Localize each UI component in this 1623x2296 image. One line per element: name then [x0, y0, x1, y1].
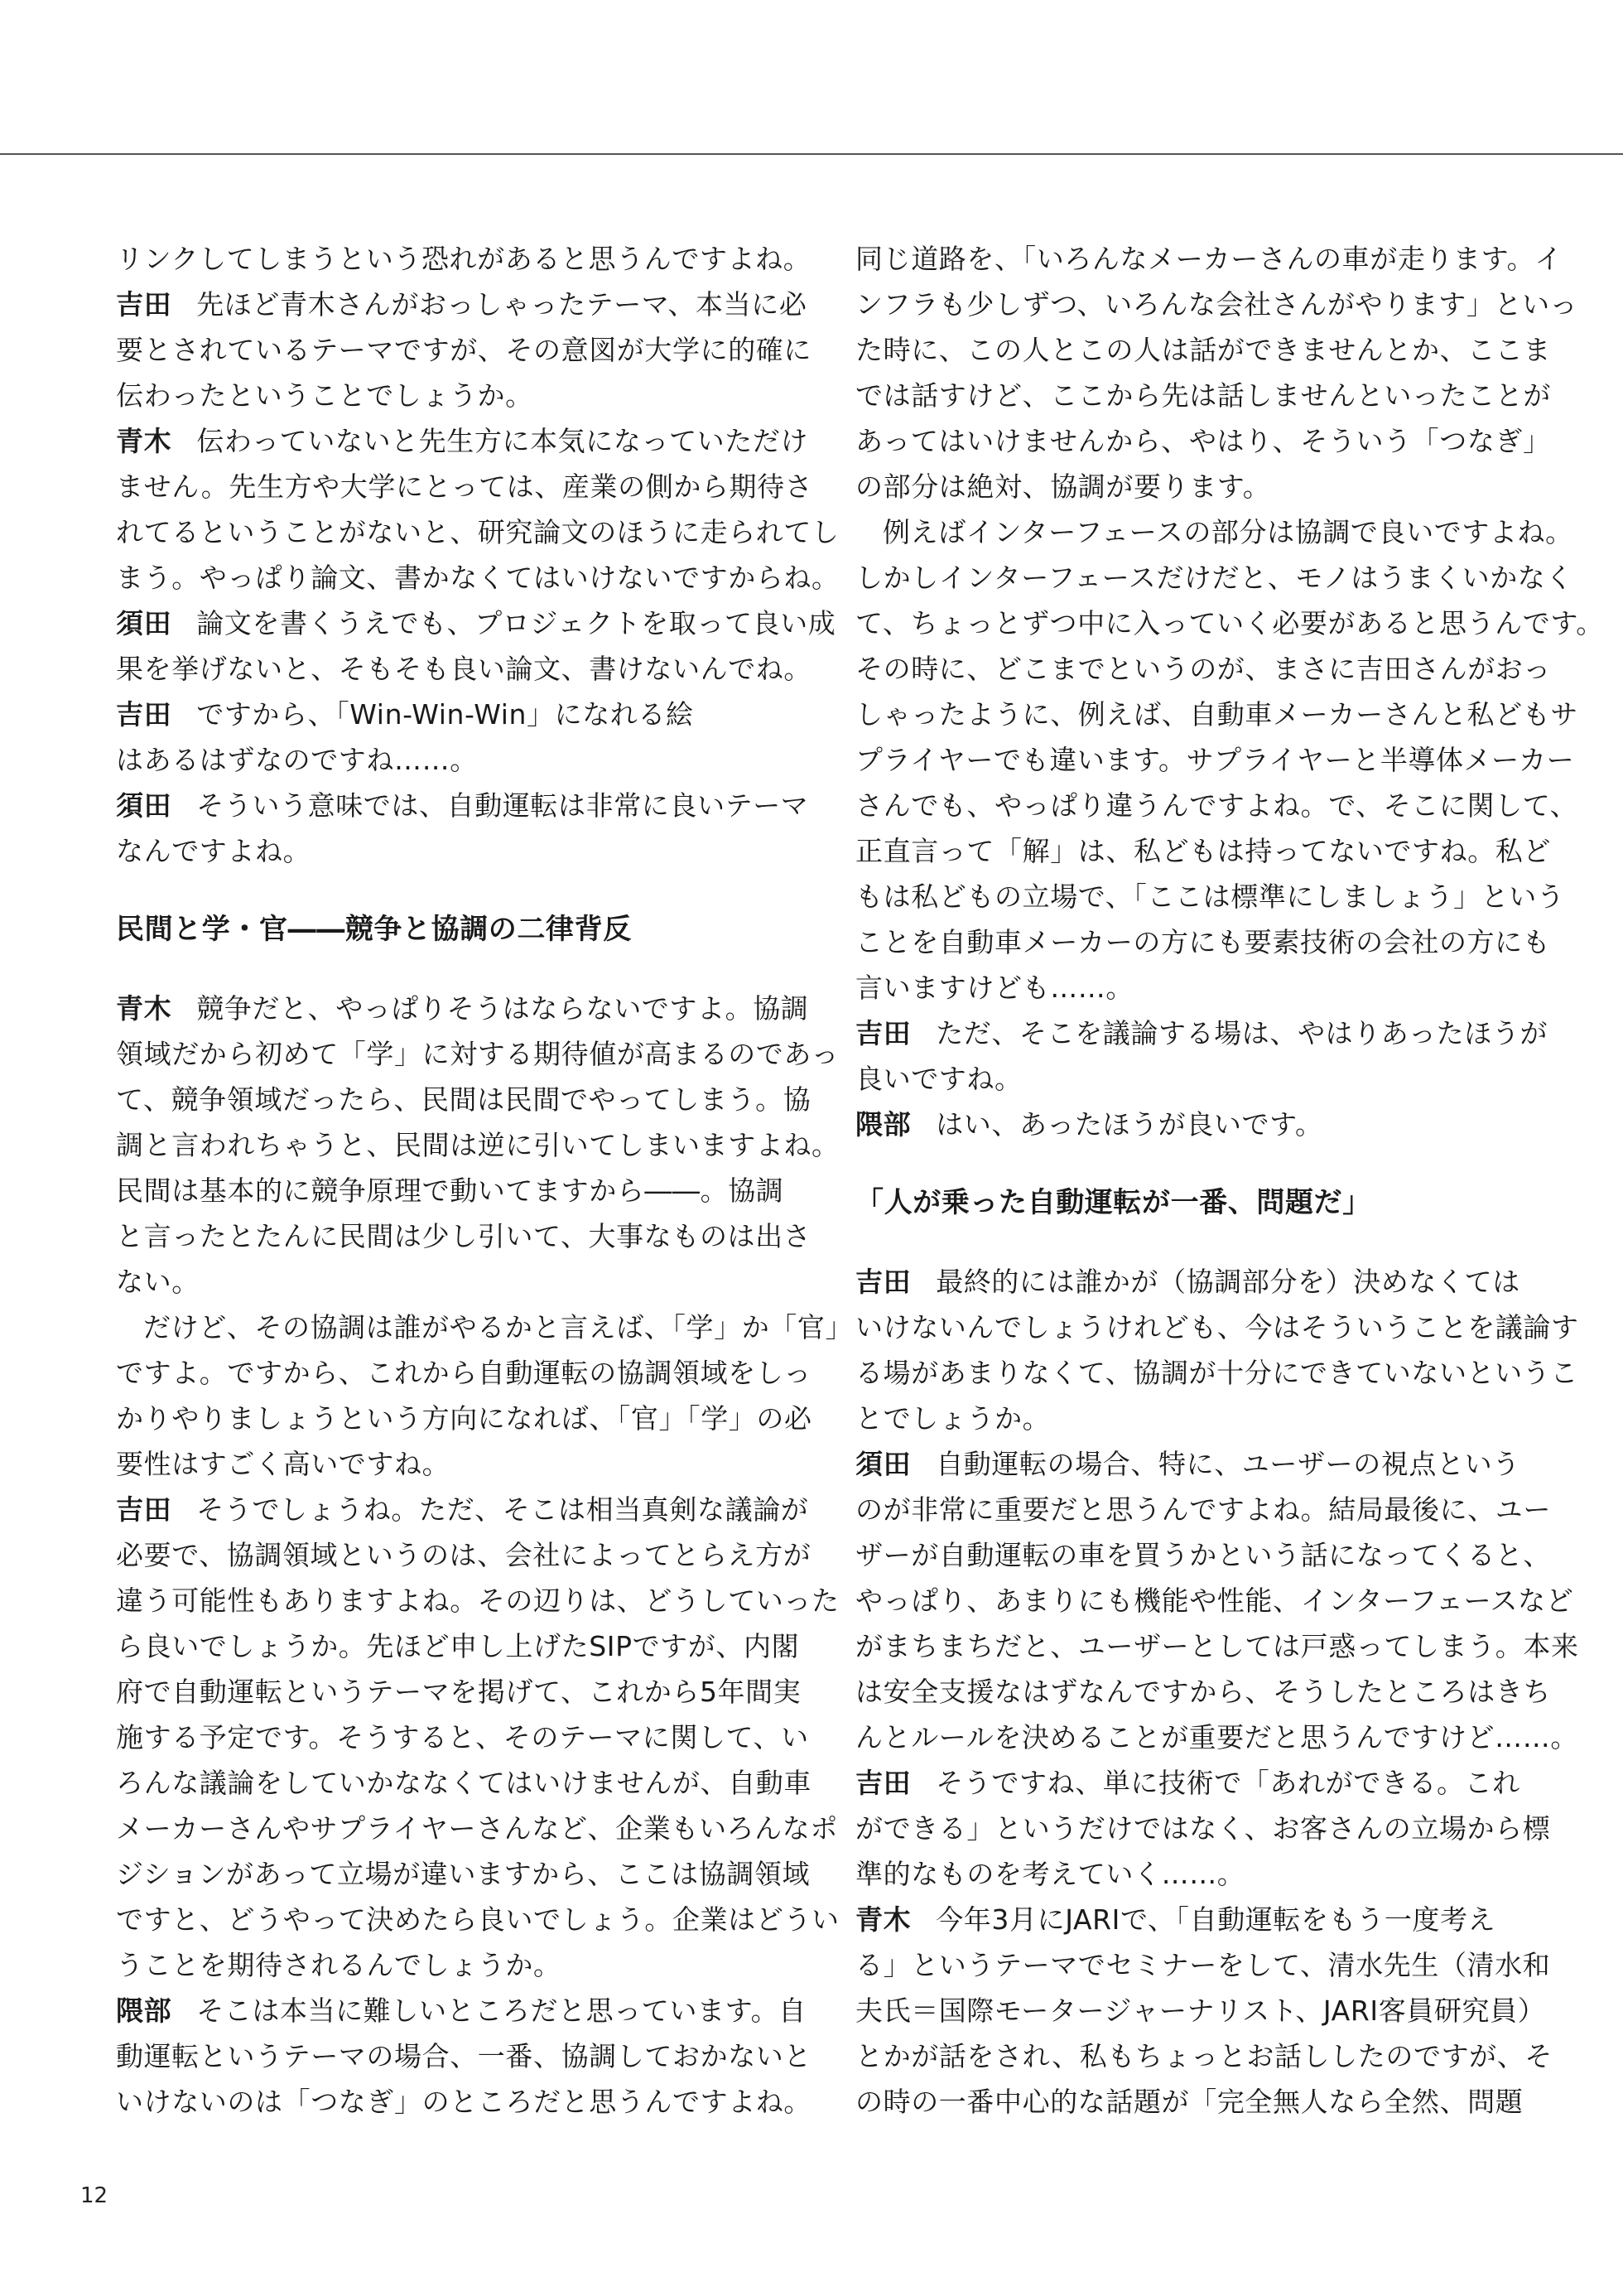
speaker-name: 須田	[855, 1448, 912, 1480]
speaker-name: 須田	[116, 789, 172, 822]
text-line: 民間は基本的に競争原理で動いてますから――。協調	[116, 1175, 784, 1207]
speaker-name: 須田	[116, 607, 172, 639]
speaker-name: 吉田	[855, 1017, 912, 1049]
text-line: いけないのは「つなぎ」のところだと思うんですよね。	[116, 2086, 812, 2118]
text-line: 要とされているテーマですが、その意図が大学に的確に	[116, 334, 812, 366]
text-line: 吉田 最終的には誰かが（協調部分を）決めなくては	[855, 1266, 1520, 1298]
text-line: かりやりましょうという方向になれば、「官」「学」の必	[116, 1402, 812, 1435]
text-line: その時に、どこまでというのが、まさに吉田さんがおっ	[855, 653, 1551, 685]
speaker-name: 吉田	[116, 288, 172, 321]
text-line: 吉田 そうでしょうね。ただ、そこは相当真剣な議論が	[116, 1493, 809, 1526]
speaker-name: 吉田	[116, 698, 172, 731]
text-line: 果を挙げないと、そもそも良い論文、書けないんでね。	[116, 653, 812, 685]
speaker-name: 隈部	[855, 1108, 912, 1141]
text-line: 正直言って「解」は、私どもは持ってないですね。私ど	[855, 835, 1551, 867]
text-line: では話すけど、ここから先は話しませんといったことが	[855, 379, 1551, 412]
text-line: ザーが自動運転の車を買うかという話になってくると、	[855, 1539, 1551, 1571]
text-line: 吉田 そうですね、単に技術で「あれができる。これ	[855, 1767, 1520, 1799]
text-line: 須田 自動運転の場合、特に、ユーザーの視点という	[855, 1448, 1520, 1480]
text-line: 要性はすごく高いですね。	[116, 1448, 450, 1480]
text-line: 府で自動運転というテーマを掲げて、これから5年間実	[116, 1676, 802, 1708]
text-line: んとルールを決めることが重要だと思うんですけど……。	[855, 1721, 1578, 1753]
text-line: 青木 今年3月にJARIで、「自動運転をもう一度考え	[855, 1903, 1496, 1936]
text-line: ろんな議論をしていかななくてはいけませんが、自動車	[116, 1767, 812, 1799]
text-line: 隈部 はい、あったほうが良いです。	[855, 1108, 1323, 1141]
text-line: まう。やっぱり論文、書かなくてはいけないですからね。	[116, 562, 840, 594]
text-line: しかしインターフェースだけだと、モノはうまくいかなく	[855, 562, 1573, 594]
section-heading: 民間と学・官――競争と協調の二律背反	[116, 913, 632, 946]
text-line: さんでも、やっぱり違うんですよね。で、そこに関して、	[855, 789, 1578, 822]
text-line: る」というテーマでセミナーをして、清水先生（清水和	[855, 1949, 1551, 1981]
text-line: 例えばインターフェースの部分は協調で良いですよね。	[883, 516, 1573, 548]
text-line: なんですよね。	[116, 835, 311, 867]
text-line: 須田 論文を書くうえでも、プロジェクトを取って良い成	[116, 607, 836, 639]
text-line: 準的なものを考えていく……。	[855, 1858, 1245, 1890]
text-line: 必要で、協調領域というのは、会社によってとらえ方が	[116, 1539, 812, 1571]
text-line: と言ったとたんに民間は少し引いて、大事なものは出さ	[116, 1220, 812, 1252]
text-line: て、ちょっとずつ中に入っていく必要があると思うんです。	[855, 607, 1604, 639]
text-line: 伝わったということでしょうか。	[116, 379, 533, 412]
text-line: 施する予定です。そうすると、そのテーマに関して、い	[116, 1721, 809, 1753]
text-line: しゃったように、例えば、自動車メーカーさんと私どもサ	[855, 698, 1578, 731]
speaker-name: 吉田	[116, 1493, 172, 1526]
text-line: がまちまちだと、ユーザーとしては戸惑ってしまう。本来	[855, 1630, 1579, 1662]
text-line: ない。	[116, 1266, 200, 1298]
text-line: る場があまりなくて、協調が十分にできていないというこ	[855, 1357, 1578, 1389]
page-number: 12	[80, 2183, 108, 2208]
speaker-name: 青木	[855, 1903, 912, 1936]
text-line: もは私どもの立場で、「ここは標準にしましょう」という	[855, 880, 1565, 913]
speaker-name: 吉田	[855, 1266, 912, 1298]
text-line: 吉田 ですから、「Win-Win-Win」になれる絵	[116, 698, 694, 731]
text-line: 須田 そういう意味では、自動運転は非常に良いテーマ	[116, 789, 809, 822]
text-line: うことを期待されるんでしょうか。	[116, 1949, 561, 1981]
text-line: の時の一番中心的な話題が「完全無人なら全然、問題	[855, 2086, 1524, 2118]
text-line: とでしょうか。	[855, 1402, 1051, 1435]
text-line: プライヤーでも違います。サプライヤーと半導体メーカー	[855, 744, 1575, 776]
text-line: ジションがあって立場が違いますから、ここは協調領域	[116, 1858, 811, 1890]
text-line: あってはいけませんから、やはり、そういう「つなぎ」	[855, 425, 1551, 457]
right-column	[855, 236, 1604, 2125]
text-line: 言いますけども……。	[855, 972, 1134, 1004]
text-line: ンフラも少しずつ、いろんな会社さんがやります」といっ	[855, 288, 1578, 321]
left-column	[116, 236, 854, 2125]
text-line: は安全支援なはずなんですから、そうしたところはきち	[855, 1676, 1551, 1708]
text-line: た時に、この人とこの人は話ができませんとか、ここま	[855, 334, 1551, 366]
text-line: 良いですね。	[855, 1063, 1023, 1095]
text-line: 隈部 そこは本当に難しいところだと思っています。自	[116, 1995, 807, 2027]
text-line: の部分は絶対、協調が要ります。	[855, 470, 1271, 503]
text-line: ですと、どうやって決めたら良いでしょう。企業はどうい	[116, 1903, 840, 1936]
text-line: 青木 伝わっていないと先生方に本気になっていただけ	[116, 425, 809, 457]
text-line: ことを自動車メーカーの方にも要素技術の会社の方にも	[855, 926, 1551, 958]
text-line: 調と言われちゃうと、民間は逆に引いてしまいますよね。	[116, 1129, 840, 1161]
text-line: 領域だから初めて「学」に対する期待値が高まるのであっ	[116, 1038, 840, 1070]
text-line: 同じ道路を、「いろんなメーカーさんの車が走ります。イ	[855, 243, 1563, 275]
text-line: のが非常に重要だと思うんですよね。結局最後に、ユー	[855, 1493, 1551, 1526]
text-line: メーカーさんやサプライヤーさんなど、企業もいろんなポ	[116, 1812, 838, 1845]
text-line: 青木 競争だと、やっぱりそうはならないですよ。協調	[116, 992, 809, 1025]
text-line: ません。先生方や大学にとっては、産業の側から期待さ	[116, 470, 813, 503]
text-line: れてるということがないと、研究論文のほうに走られてし	[116, 516, 840, 548]
text-line: リンクしてしまうという恐れがあると思うんですよね。	[116, 243, 812, 275]
text-line: ら良いでしょうか。先ほど申し上げたSIPですが、内閣	[116, 1630, 800, 1662]
text-line: て、競争領域だったら、民間は民間でやってしまう。協	[116, 1083, 812, 1116]
text-line: 動運転というテーマの場合、一番、協調しておかないと	[116, 2040, 812, 2072]
speaker-name: 青木	[116, 425, 172, 457]
speaker-name: 吉田	[855, 1767, 912, 1799]
section-heading: 「人が乗った自動運転が一番、問題だ」	[855, 1186, 1371, 1219]
speaker-name: 隈部	[116, 1995, 172, 2027]
text-line: やっぱり、あまりにも機能や性能、インターフェースなど	[855, 1585, 1574, 1617]
text-line: はあるはずなのですね……。	[116, 744, 478, 776]
speaker-name: 青木	[116, 992, 172, 1025]
text-line: 夫氏＝国際モータージャーナリスト、JARI客員研究員）	[855, 1995, 1546, 2027]
text-line: だけど、その協調は誰がやるかと言えば、「学」か「官」	[143, 1311, 854, 1343]
text-line: ですよ。ですから、これから自動運転の協調領域をしっ	[116, 1357, 812, 1389]
text-line: ができる」というだけではなく、お客さんの立場から標	[855, 1812, 1551, 1845]
text-line: いけないんでしょうけれども、今はそういうことを議論す	[855, 1311, 1579, 1343]
text-line: 吉田 ただ、そこを議論する場は、やはりあったほうが	[855, 1017, 1548, 1049]
header-rule	[0, 153, 1623, 155]
text-line: 吉田 先ほど青木さんがおっしゃったテーマ、本当に必	[116, 288, 807, 321]
text-line: 違う可能性もありますよね。その辺りは、どうしていった	[116, 1585, 840, 1617]
text-line: とかが話をされ、私もちょっとお話ししたのですが、そ	[855, 2040, 1553, 2072]
